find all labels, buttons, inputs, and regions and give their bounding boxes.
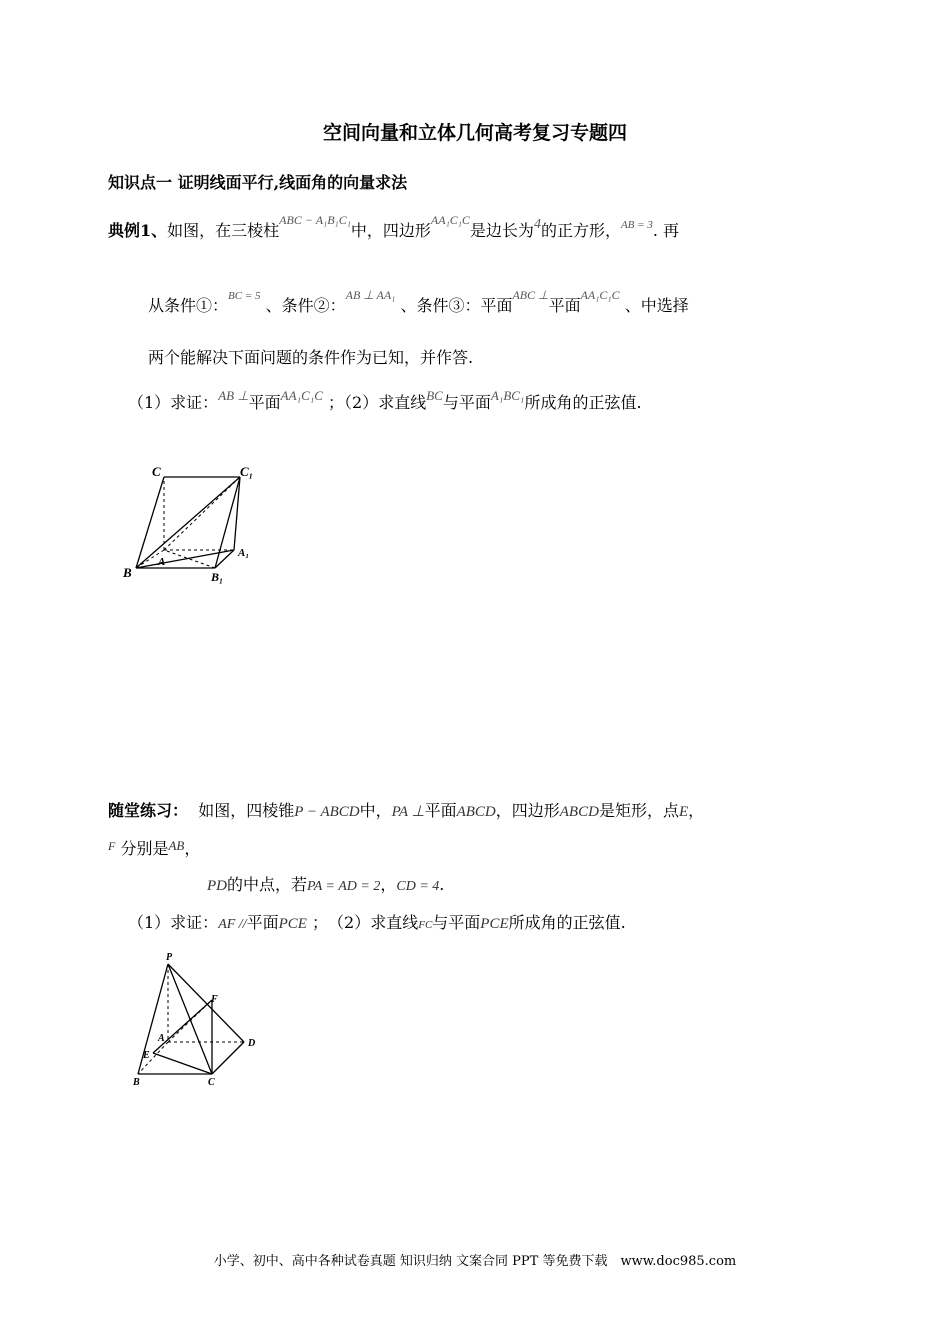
label-A: A xyxy=(158,556,166,568)
label-B1: B₁ xyxy=(211,570,224,584)
label-B: B xyxy=(133,1077,140,1088)
label-E: E xyxy=(143,1050,150,1061)
label-B: B xyxy=(123,565,132,580)
label-C: C xyxy=(152,464,161,479)
label-D: D xyxy=(248,1038,256,1049)
label-A: A xyxy=(158,1033,165,1044)
example2-line1: 随堂练习： 如图，四棱锥P − ABCD中，PA ⊥平面ABCD，四边形ABCD是矩形，点E， xyxy=(108,801,705,820)
label-C1: C₁ xyxy=(240,464,254,479)
label-C: C xyxy=(208,1077,215,1088)
example1-questions: （1）求证：$^{AB \perp}$平面$^{AA_1C_1C}$ ；（2）求直线$^{BC}$与平面$^{A_1BC_1}$所成角的正弦值. xyxy=(128,388,642,412)
example2-line2: $^F$ 分别是$^{AB}$， xyxy=(108,838,201,858)
example1-line2: 从条件①：$^{BC = 5}$ 、条件②：$^{AB \perp AA_1}$ 、条件③：平面$^{ABC \perp}$平面$^{AA_1C_1C}$ 、中选择 xyxy=(148,288,689,315)
pyramid-figure xyxy=(128,948,268,1093)
prism-figure xyxy=(112,455,272,590)
label-P: P xyxy=(166,952,173,963)
example1-line3: 两个能解决下面问题的条件作为已知，并作答. xyxy=(148,348,474,367)
label-F: F xyxy=(211,994,218,1005)
page-title: 空间向量和立体几何高考复习专题四 xyxy=(322,122,627,144)
example2-label: 随堂练习： xyxy=(108,801,189,820)
section-heading: 知识点一 证明线面平行,线面角的向量求法 xyxy=(108,173,408,192)
example2-questions: （1）求证：AF //平面PCE ； （2）求直线FC与平面PCE所成角的正弦值. xyxy=(128,913,626,932)
footer: 小学、初中、高中各种试卷真题 知识归纳 文案合同 PPT 等免费下载 www.doc985.com xyxy=(213,1254,737,1269)
example2-line3: PD的中点，若PA = AD = 2，CD = 4. xyxy=(207,875,445,894)
example1-label: 典例1、 xyxy=(108,221,168,240)
label-A1: A₁ xyxy=(238,547,250,559)
example1-line1: 典例1、如图，在三棱柱$^{ABC - A_1B_1C_1}$中，四边形$^{AA_1C_1C}$是边长为4的正方形，$^{AB = 3}$. 再 xyxy=(108,213,680,240)
